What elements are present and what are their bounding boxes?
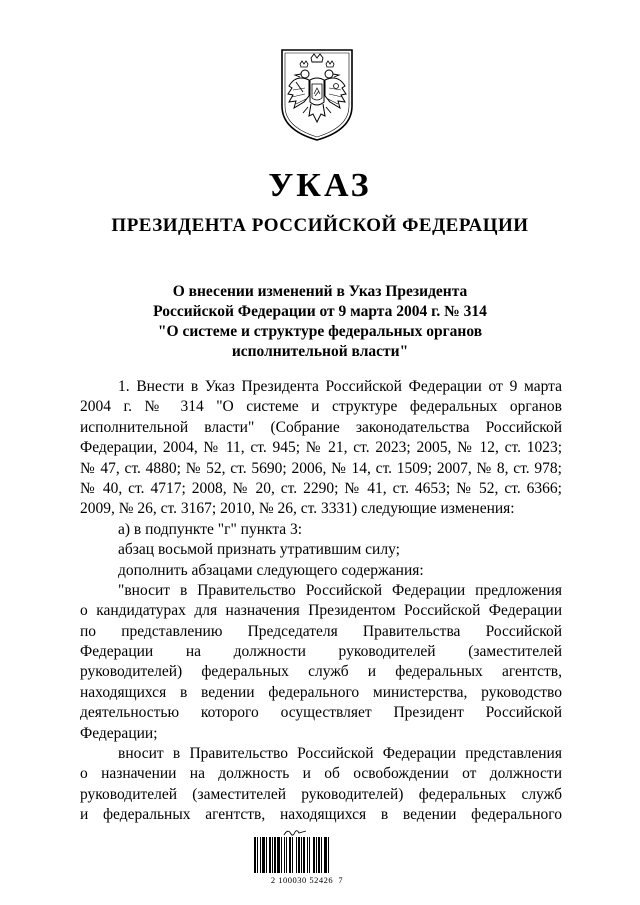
- heading-line: "О системе и структуре федеральных органов: [157, 323, 483, 340]
- body-line: № 47, ст. 4880; № 52, ст. 5690; 2006, № 14, ст. 1509; 2007, № 8, ст. 978;: [80, 459, 562, 477]
- body-line: дополнить абзацами следующего содержания:: [118, 561, 424, 579]
- barcode-bar: [277, 837, 280, 873]
- body-line: находящихся в ведении федерального министерства, руководство: [80, 683, 562, 701]
- barcode-bar: [289, 837, 291, 873]
- barcode-bar: [309, 837, 310, 873]
- body-line: по представлению Председателя Правительства Российской: [80, 622, 562, 640]
- decree-title: УКАЗ: [268, 167, 372, 204]
- barcode-bar: [316, 837, 317, 873]
- barcode-bar: [266, 837, 267, 873]
- coat-of-arms-icon: [276, 44, 358, 142]
- body-line: абзац восьмой признать утратившим силу;: [118, 541, 400, 559]
- decree-heading: [120, 282, 520, 362]
- barcode-bar: [324, 837, 327, 873]
- decree-issuer: ПРЕЗИДЕНТА РОССИЙСКОЙ ФЕДЕРАЦИИ: [111, 215, 529, 236]
- barcode-number: 2 100030 52426 7: [270, 875, 344, 885]
- barcode: [253, 837, 361, 873]
- barcode-bar: [296, 837, 297, 873]
- barcode-bar: [272, 837, 273, 873]
- barcode-bar: [262, 837, 265, 873]
- barcode-bar: [274, 837, 276, 873]
- barcode-bar: [328, 837, 329, 873]
- barcode-bar: [284, 837, 285, 873]
- barcode-bar: [260, 837, 261, 873]
- body-line: 2009, № 26, ст. 3167; 2010, № 26, ст. 3331) следующие изменения:: [80, 500, 515, 518]
- heading-line: Российской Федерации от 9 марта 2004 г. № 314: [153, 303, 487, 320]
- heading-line: О внесении изменений в Указ Президента: [172, 283, 468, 300]
- barcode-bar: [301, 837, 302, 873]
- barcode-bar: [307, 837, 308, 873]
- barcode-bar: [281, 837, 282, 873]
- body-line: и федеральных агентств, находящихся в ведении федерального: [80, 806, 562, 824]
- body-line: "вносит в Правительство Российской Федерации предложения: [118, 581, 562, 599]
- body-line: вносит в Правительство Российской Федерации представления: [118, 745, 562, 763]
- body-line: о кандидатурах для назначения Президентом Российской Федерации: [80, 602, 562, 620]
- heading-line: исполнительной власти": [231, 343, 409, 360]
- body-line: 2004 г. № 314 "О системе и структуре федеральных органов: [80, 398, 562, 416]
- barcode-bar: [321, 837, 322, 873]
- body-line: а) в подпункте "г" пункта 3:: [118, 520, 303, 538]
- body-line: № 40, ст. 4717; 2008, № 20, ст. 2290; № 41, ст. 4653; № 52, ст. 6366;: [80, 479, 562, 497]
- barcode-bar: [313, 837, 315, 873]
- barcode-bar: [269, 837, 271, 873]
- barcode-bar: [254, 837, 256, 873]
- body-line: о назначении на должность и об освобождении от должности: [80, 765, 562, 783]
- barcode-bar: [292, 837, 293, 873]
- barcode-bar: [318, 837, 320, 873]
- body-line: руководителей) федеральных служб и федеральных агентств,: [80, 663, 562, 681]
- body-line: руководителей (заместителей руководителей) федеральных служб: [80, 785, 562, 803]
- barcode-bar: [303, 837, 305, 873]
- body-line: Федерации, 2004, № 11, ст. 945; № 21, ст. 2023; 2005, № 12, ст. 1023;: [80, 439, 562, 457]
- barcode-bar: [257, 837, 258, 873]
- body-line: деятельностью которого осуществляет Президент Российской: [80, 704, 562, 722]
- barcode-bar: [286, 837, 287, 873]
- body-line: Федерации на должности руководителей (заместителей: [80, 643, 562, 661]
- body-line: 1. Внести в Указ Президента Российской Федерации от 9 марта: [118, 378, 562, 395]
- body-line: исполнительной власти" (Собрание законодательства Российской: [80, 418, 562, 436]
- decree-body: [80, 377, 562, 826]
- barcode-bar: [298, 837, 300, 873]
- body-line: Федерации;: [80, 724, 158, 742]
